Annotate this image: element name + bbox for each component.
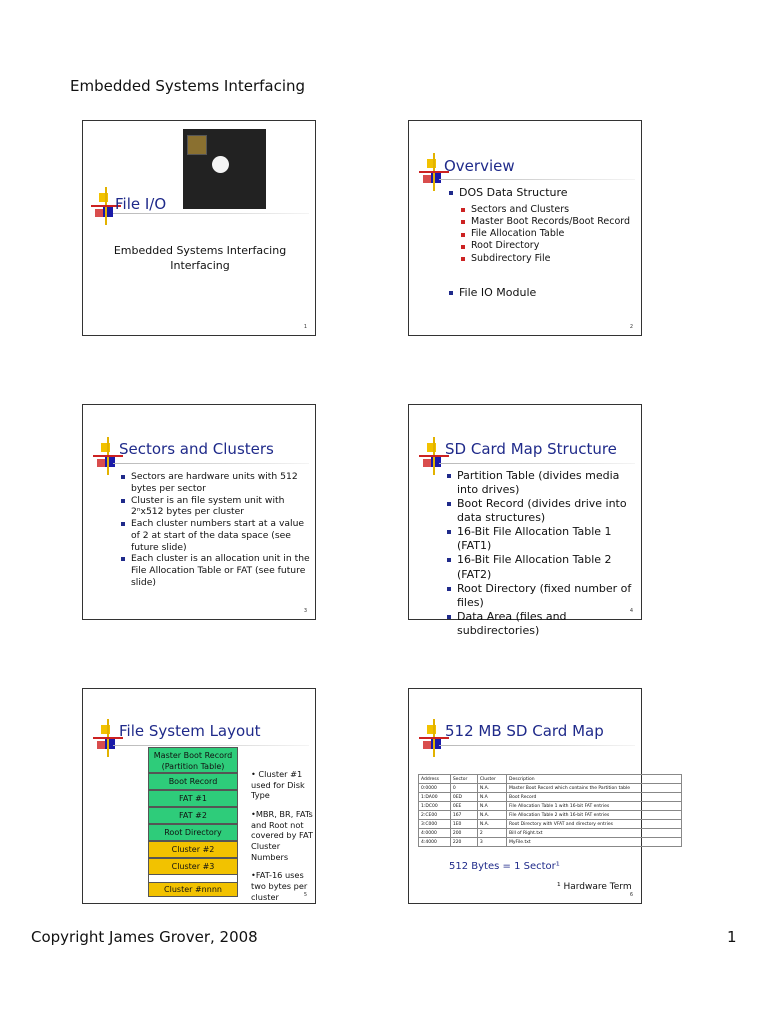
table-row — [419, 820, 682, 829]
table-cell: Bill of Right.txt — [507, 829, 682, 838]
sector-note: 512 Bytes = 1 Sector¹ — [449, 861, 560, 872]
table-cell: 1:DC00 — [419, 802, 451, 811]
bullet: 16-Bit File Allocation Table 1 (FAT1) — [447, 525, 637, 553]
table-cell: 1:DA00 — [419, 793, 451, 802]
table-cell: 2:CE00 — [419, 811, 451, 820]
slide-6 — [408, 688, 642, 904]
bullet: Boot Record (divides drive into data structures) — [447, 497, 637, 525]
sub-bullet: Subdirectory File — [461, 253, 630, 265]
bullet: Each cluster numbers start at a value of 2 at start of the data space (see future slide) — [121, 518, 311, 553]
slide-title: Overview — [444, 157, 515, 175]
table-cell: 1E0 — [450, 820, 477, 829]
table-cell: N.A — [477, 802, 506, 811]
layout-block-fat2: FAT #2 — [148, 807, 238, 824]
table-cell: Master Boot Record which contains the Partition table — [507, 784, 682, 793]
table-cell: 3 — [477, 838, 506, 847]
table-row — [419, 793, 682, 802]
table-cell: 200 — [450, 829, 477, 838]
table-cell: 220 — [450, 838, 477, 847]
slide-title: Sectors and Clusters — [119, 440, 274, 458]
bullet: Each cluster is an allocation unit in the File Allocation Table or FAT (see future slide) — [121, 553, 311, 588]
bullet: Root Directory (fixed number of files) — [447, 582, 637, 610]
table-cell: File Allocation Table 2 with 16-bit FAT entries — [507, 811, 682, 820]
layout-block-root-directory: Root Directory — [148, 824, 238, 841]
copyright-footer: Copyright James Grover, 2008 — [31, 928, 258, 946]
sub-bullet: Root Directory — [461, 240, 630, 252]
sub-bullet: Master Boot Records/Boot Record — [461, 216, 630, 228]
layout-block-mbr: Master Boot Record (Partition Table) — [148, 747, 238, 773]
column-header: Sector — [450, 775, 477, 784]
layout-note: •FAT-16 uses two bytes per cluster — [251, 870, 308, 902]
slide-title: File I/O — [115, 195, 167, 213]
slide-3 — [82, 404, 316, 620]
slide-number: 1 — [303, 324, 307, 330]
table-row — [419, 811, 682, 820]
bullet: Partition Table (divides media into drives) — [447, 469, 637, 497]
bullet: Sectors are hardware units with 512 bytes per sector — [121, 471, 311, 495]
slide-number: 5 — [303, 892, 307, 898]
page-header: Embedded Systems Interfacing — [70, 77, 306, 95]
layout-gap — [148, 875, 238, 882]
bullet: Data Area (files and subdirectories) — [447, 610, 637, 638]
table-cell: 0 — [450, 784, 477, 793]
table-cell: 2 — [477, 829, 506, 838]
layout-block-cluster-2: Cluster #2 — [148, 841, 238, 858]
table-cell: N.A. — [477, 820, 506, 829]
slide-2 — [408, 120, 642, 336]
column-header: Description — [507, 775, 682, 784]
bullet: Cluster is an file system unit with 2ⁿx512 bytes per cluster — [121, 495, 311, 519]
sd-card-map-table — [418, 774, 682, 847]
table-row — [419, 838, 682, 847]
table-cell: N.A — [477, 793, 506, 802]
table-row — [419, 784, 682, 793]
slide-4 — [408, 404, 642, 637]
column-header: Cluster — [477, 775, 506, 784]
slide-5 — [82, 688, 316, 904]
table-cell: N.A. — [477, 811, 506, 820]
table-cell: Boot Record — [507, 793, 682, 802]
layout-block-cluster-3: Cluster #3 — [148, 858, 238, 875]
table-row — [419, 829, 682, 838]
bullet: DOS Data Structure — [449, 186, 568, 200]
bullet: 16-Bit File Allocation Table 2 (FAT2) — [447, 553, 637, 581]
slide-number: 3 — [303, 608, 307, 614]
slide-number: 2 — [629, 324, 633, 330]
column-header: Address — [419, 775, 451, 784]
slide-1 — [82, 120, 316, 336]
table-cell: 4:4000 — [419, 838, 451, 847]
table-cell: MyFile.txt — [507, 838, 682, 847]
slide-subtitle: Embedded Systems Interfacing — [113, 244, 287, 257]
table-cell: File Allocation Table 1 with 16-bit FAT entries — [507, 802, 682, 811]
table-row — [419, 802, 682, 811]
slide-number: 6 — [629, 892, 633, 898]
slide-number: 4 — [629, 608, 633, 614]
table-cell: 0EE — [450, 802, 477, 811]
table-cell: 3:C000 — [419, 820, 451, 829]
table-cell: 4:0000 — [419, 829, 451, 838]
layout-note: • Cluster #1 used for Disk Type — [251, 769, 305, 801]
table-cell: N.A. — [477, 784, 506, 793]
floppy-disk-image — [183, 129, 266, 209]
layout-block-cluster-nnnn: Cluster #nnnn — [148, 882, 238, 897]
layout-note: •MBR, BR, FATs and Root not covered by FAT Cluster Numbers — [251, 808, 313, 862]
slide-title: File System Layout — [119, 722, 261, 740]
footnote: ¹ Hardware Term — [557, 882, 632, 892]
slide-title: SD Card Map Structure — [445, 440, 617, 458]
table-cell: Root Directory with VFAT and directory entries — [507, 820, 682, 829]
table-header-row — [419, 775, 682, 784]
table-cell: 0ED — [450, 793, 477, 802]
table-cell: 0:0000 — [419, 784, 451, 793]
sub-bullet: Sectors and Clusters — [461, 204, 630, 216]
table-cell: 167 — [450, 811, 477, 820]
slide-title: 512 MB SD Card Map — [445, 722, 604, 740]
bullet: File IO Module — [449, 286, 536, 300]
layout-block-fat1: FAT #1 — [148, 790, 238, 807]
slide-subtitle-2: Interfacing — [170, 258, 230, 272]
page-number: 1 — [727, 928, 737, 946]
sub-bullet: File Allocation Table — [461, 228, 630, 240]
layout-block-boot-record: Boot Record — [148, 773, 238, 790]
